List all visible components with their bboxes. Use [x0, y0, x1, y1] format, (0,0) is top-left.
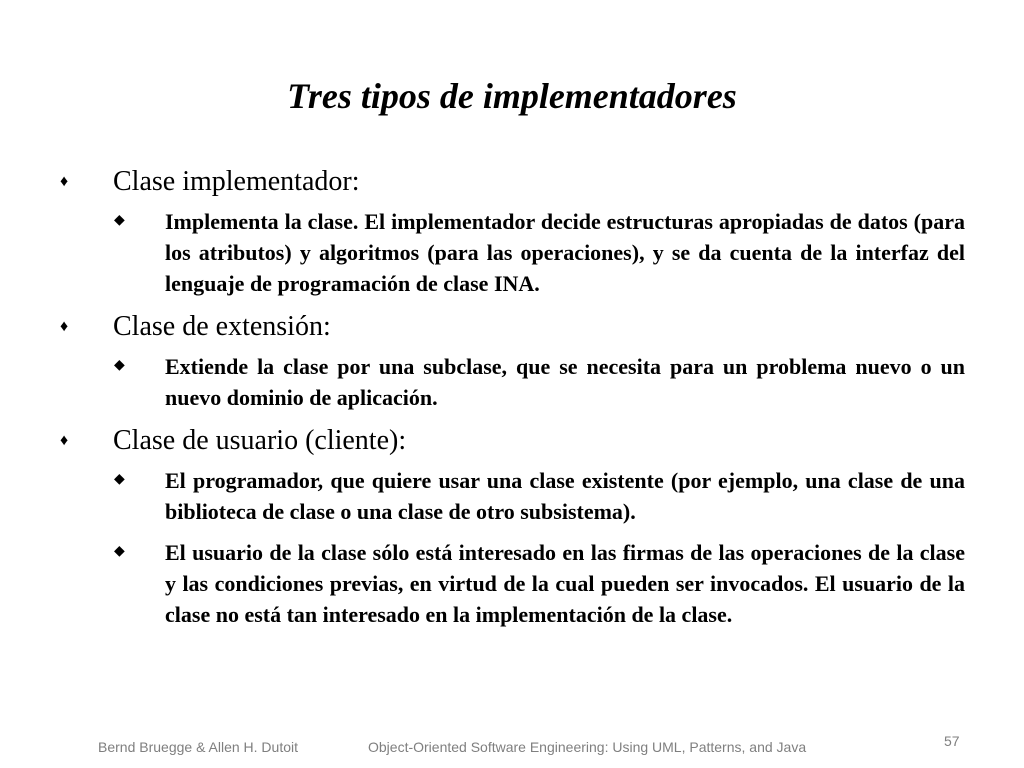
section-clase-usuario	[60, 423, 965, 630]
sub-bullet-item	[60, 537, 965, 630]
sub-bullet-item	[60, 206, 965, 299]
sub-bullet-text: Implementa la clase. El implementador decide estructuras apropiadas de datos (para los atributos) y algoritmos (para las operaciones), y se da cuenta de la interfaz del lenguaje de programación de clase INA.	[165, 209, 965, 296]
diamond-sub-bullet-icon: ◆	[114, 544, 125, 559]
footer-authors: Bernd Bruegge & Allen H. Dutoit	[98, 739, 299, 755]
section-heading: Clase implementador:	[113, 166, 360, 197]
bullet-item	[60, 423, 965, 459]
slide-title: Tres tipos de implementadores	[287, 76, 737, 116]
sub-bullet-text: El usuario de la clase sólo está interesado en las firmas de las operaciones de la clase y las condiciones previas, en virtud de la cual pueden ser invocados. El usuario de la clase no está tan interesado en la implementación de la clase.	[165, 540, 965, 627]
diamond-sub-bullet-icon: ◆	[114, 358, 125, 373]
bullet-item	[60, 164, 965, 200]
sub-bullet-item	[60, 465, 965, 527]
section-heading: Clase de extensión:	[113, 311, 331, 342]
diamond-bullet-icon: ♦	[60, 173, 69, 190]
diamond-bullet-icon: ♦	[60, 432, 69, 449]
sub-bullet-text: Extiende la clase por una subclase, que se necesita para un problema nuevo o un nuevo dominio de aplicación.	[165, 354, 965, 410]
diamond-sub-bullet-icon: ◆	[114, 213, 125, 228]
page-number: 57	[944, 733, 960, 749]
section-heading: Clase de usuario (cliente):	[113, 425, 407, 456]
sub-bullet-text: El programador, que quiere usar una clase existente (por ejemplo, una clase de una biblioteca de clase o una clase de otro subsistema).	[165, 468, 965, 524]
slide-content	[60, 164, 965, 640]
diamond-sub-bullet-icon: ◆	[114, 472, 125, 487]
section-clase-extension	[60, 309, 965, 413]
sub-bullet-item	[60, 351, 965, 413]
bullet-item	[60, 309, 965, 345]
section-clase-implementador	[60, 164, 965, 299]
diamond-bullet-icon: ♦	[60, 318, 69, 335]
footer-book-title: Object-Oriented Software Engineering: Using UML, Patterns, and Java	[368, 739, 807, 755]
